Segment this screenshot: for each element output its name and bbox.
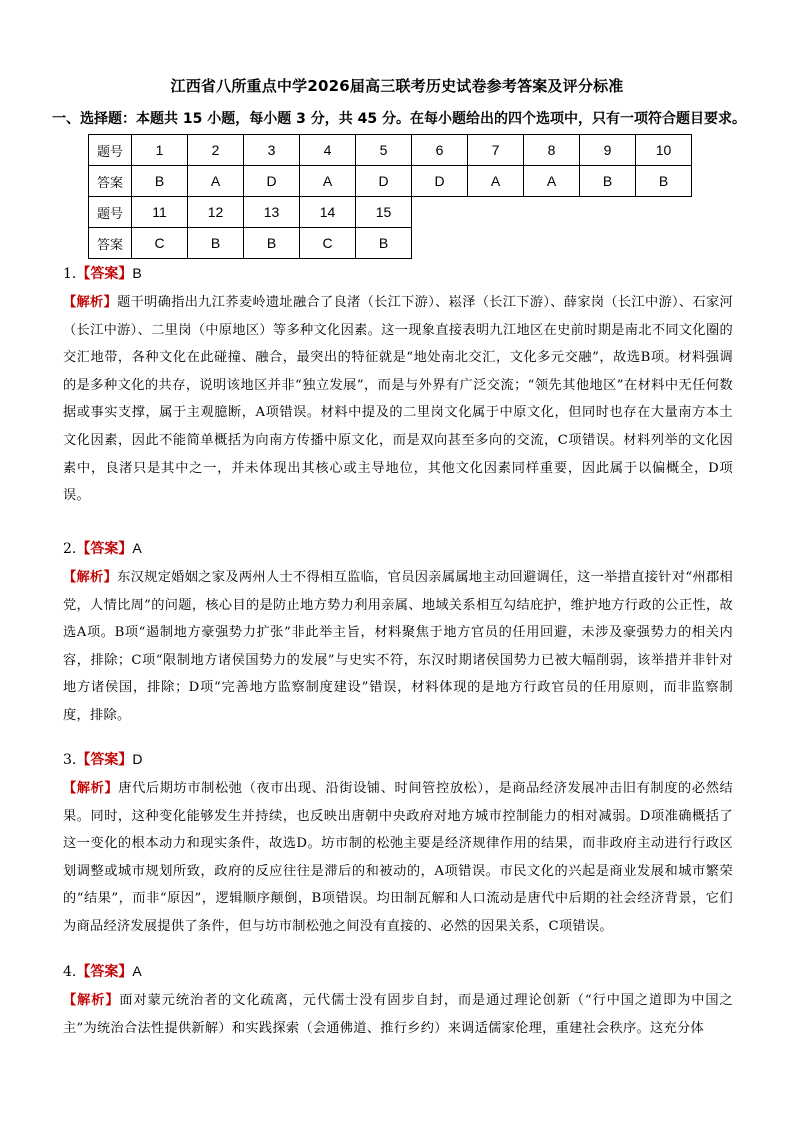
explanation (63, 775, 733, 941)
answer-table-2 (88, 196, 412, 259)
answer-tag: 【答案】 (76, 964, 133, 980)
number-row (89, 135, 692, 166)
question-number: 3 (244, 135, 300, 166)
answer-cell: C (300, 228, 356, 259)
question-number: 6 (412, 135, 468, 166)
question-number: 13 (244, 197, 300, 228)
question-answer-line (63, 962, 142, 981)
question-number: 11 (132, 197, 188, 228)
question-number: 5 (356, 135, 412, 166)
explanation (63, 564, 733, 730)
explanation-text: 唐代后期坊市制松弛（夜市出现、沿街设铺、时间管控放松），是商品经济发展冲击旧有制度的必然结果。同时，这种变化能够发生并持续，也反映出唐朝中央政府对地方城市控制能力的相对减弱。D项准确概括了这一变化的根本动力和现实条件，故选D。坊市制的松弛主要是经济规律作用的结果，而非政府主动进行行政区划调整或城市规划所致，政府的反应往往是滞后的和被动的，A项错误。市民文化的兴起是商业发展和城市繁荣的“结果”，而非“原因”，逻辑顺序颠倒，B项错误。均田制瓦解和人口流动是唐代中后期的社会经济背景，它们为商品经济发展提供了条件，但与坊市制松弛之间没有直接的、必然的因果关系，C项错误。 (63, 781, 733, 934)
answer-cell: D (244, 166, 300, 197)
answer-tag: 【答案】 (76, 541, 133, 557)
question-answer-line (63, 750, 142, 769)
question-number: 4 (300, 135, 356, 166)
answer-cell: B (356, 228, 412, 259)
question-number: 14 (300, 197, 356, 228)
analysis-tag: 【解析】 (63, 295, 118, 310)
answer-row (89, 166, 692, 197)
answer-cell: B (580, 166, 636, 197)
answer-letter: A (132, 963, 142, 979)
answer-cell: D (356, 166, 412, 197)
row-label: 题号 (89, 135, 132, 166)
answer-row (89, 228, 412, 259)
question-number: 1. (63, 266, 77, 282)
answer-letter: A (132, 540, 142, 556)
explanation (63, 987, 733, 1042)
question-number: 10 (636, 135, 692, 166)
answer-cell: B (188, 228, 244, 259)
answer-cell: B (244, 228, 300, 259)
explanation-text: 题干明确指出九江荞麦岭遗址融合了良渚（长江下游）、崧泽（长江下游）、薛家岗（长江中游）、石家河（长江中游）、二里岗（中原地区）等多种文化因素。这一现象直接表明九江地区在史前时期是南北不同文化圈的交汇地带，各种文化在此碰撞、融合，最突出的特征就是“地处南北交汇，文化多元交融”，故选B项。材料强调的是多种文化的共存，说明该地区并非“独立发展”，而是与外界有广泛交流；“领先其他地区”在材料中无任何数据或事实支撑，属于主观臆断，A项错误。材料中提及的二里岗文化属于中原文化，但同时也存在大量南方本土文化因素，因此不能简单概括为向南方传播中原文化，而是双向甚至多向的交流，C项错误。材料列举的文化因素中，良渚只是其中之一，并未体现出其核心或主导地位，其他文化因素同样重要，因此属于以偏概全，D项误。 (63, 295, 733, 504)
question-number: 12 (188, 197, 244, 228)
question-number: 8 (524, 135, 580, 166)
question-number: 15 (356, 197, 412, 228)
answer-cell: A (188, 166, 244, 197)
answer-cell: B (636, 166, 692, 197)
explanation-text: 东汉规定婚姻之家及两州人士不得相互监临，官员因亲属属地主动回避调任，这一举措直接针对“州郡相党，人情比周”的问题，核心目的是防止地方势力利用亲属、地域关系相互勾结庇护，维护地方行政的公正性，故选A项。B项“遏制地方豪强势力扩张”非此举主旨，材料聚焦于地方官员的任用回避，未涉及豪强势力的相关内容，排除；C项“限制地方诸侯国势力的发展”与史实不符，东汉时期诸侯国势力已被大幅削弱，该举措并非针对地方诸侯国，排除；D项“完善地方监察制度建设”错误，材料体现的是地方行政官员的任用原则，而非监察制度，排除。 (63, 570, 733, 723)
answer-table-1 (88, 134, 692, 197)
question-answer-line (63, 539, 142, 558)
answer-tag: 【答案】 (76, 752, 133, 768)
explanation-text: 面对蒙元统治者的文化疏离，元代儒士没有固步自封，而是通过理论创新（“行中国之道即为中国之主”为统治合法性提供新解）和实践探索（会通佛道、推行乡约）来调适儒家伦理，重建社会秩序。这充分体 (63, 993, 733, 1036)
question-answer-line (63, 264, 142, 283)
answer-cell: A (468, 166, 524, 197)
answer-letter: B (132, 265, 142, 281)
question-number: 4. (63, 964, 77, 980)
question-number: 2 (188, 135, 244, 166)
answer-cell: A (300, 166, 356, 197)
question-number: 2. (63, 541, 77, 557)
row-label: 答案 (89, 166, 132, 197)
row-label: 题号 (89, 197, 132, 228)
analysis-tag: 【解析】 (63, 781, 119, 796)
question-number: 9 (580, 135, 636, 166)
answer-letter: D (132, 751, 143, 767)
question-number: 7 (468, 135, 524, 166)
analysis-tag: 【解析】 (63, 993, 120, 1008)
page-title: 江西省八所重点中学2026届高三联考历史试卷参考答案及评分标准 (170, 77, 624, 95)
analysis-tag: 【解析】 (63, 570, 118, 585)
section-heading: 一、选择题：本题共 15 小题，每小题 3 分，共 45 分。在每小题给出的四个选项中，只有一项符合题目要求。 (52, 111, 746, 127)
answer-tag: 【答案】 (76, 266, 133, 282)
answer-cell: C (132, 228, 188, 259)
answer-cell: A (524, 166, 580, 197)
number-row (89, 197, 412, 228)
question-number: 1 (132, 135, 188, 166)
explanation (63, 289, 733, 510)
answer-cell: B (132, 166, 188, 197)
row-label: 答案 (89, 228, 132, 259)
answer-cell: D (412, 166, 468, 197)
question-number: 3. (63, 752, 77, 768)
